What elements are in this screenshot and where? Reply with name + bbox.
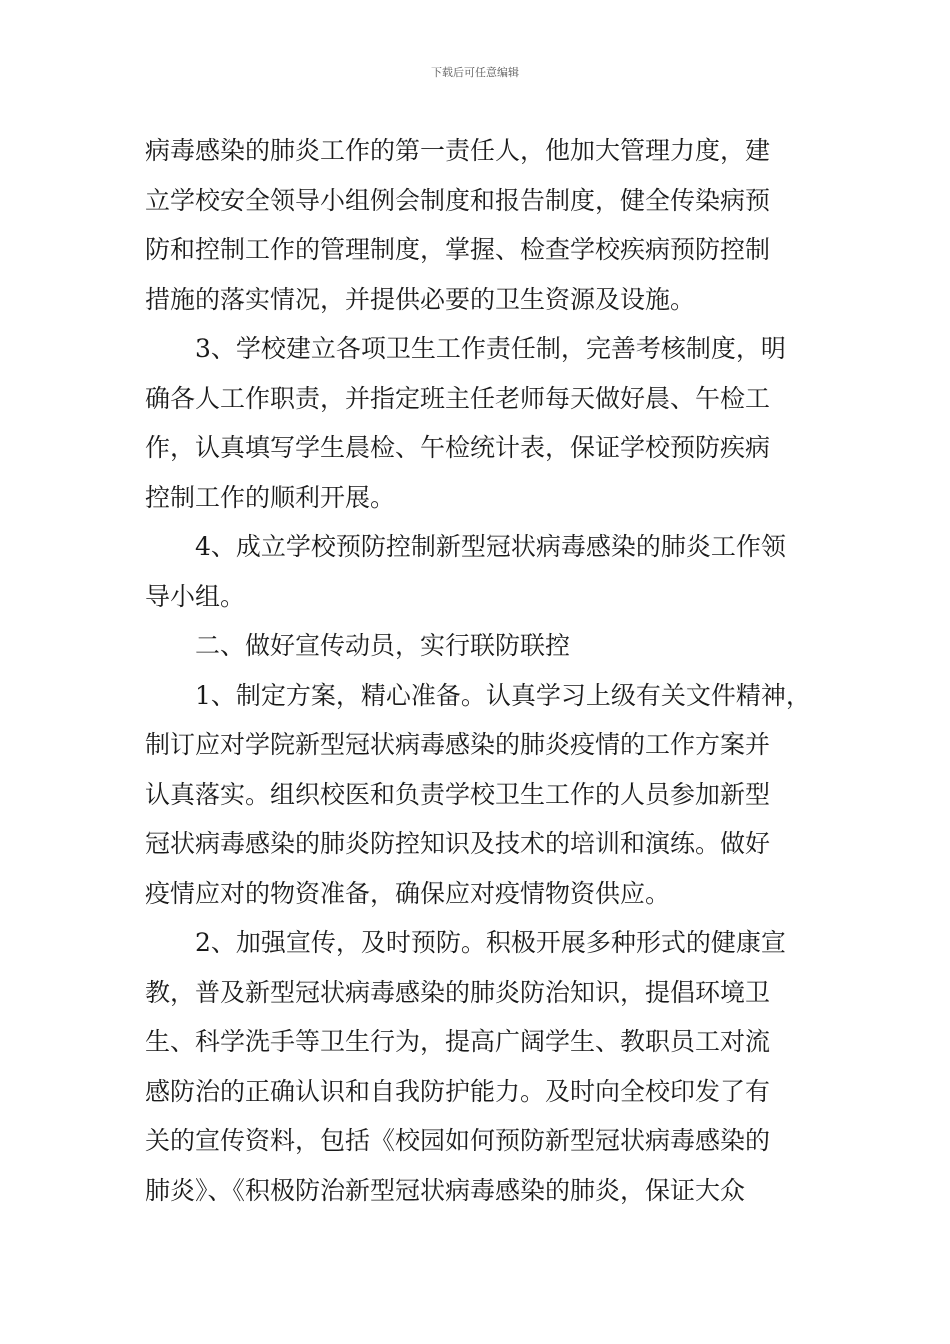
- text-line: 导小组。: [145, 581, 246, 611]
- text-line: 感防治的正确认识和自我防护能力。及时向全校印发了有: [145, 1076, 771, 1106]
- page-header: 下载后可任意编辑: [431, 66, 519, 79]
- text-line: 措施的落实情况，并提供必要的卫生资源及设施。: [145, 284, 696, 314]
- document-body: [145, 126, 811, 1215]
- text-line: 肺炎》、《积极防治新型冠状病毒感染的肺炎，保证大众: [145, 1175, 746, 1205]
- text-line: 3、学校建立各项卫生工作责任制，完善考核制度，明: [195, 334, 786, 363]
- text-line: 确各人工作职责，并指定班主任老师每天做好晨、午检工: [145, 383, 771, 413]
- text-line: 控制工作的顺利开展。: [145, 482, 396, 512]
- text-line: 生、科学洗手等卫生行为，提高广阔学生、教职员工对流: [145, 1027, 771, 1056]
- text-line: 立学校安全领导小组例会制度和报告制度，健全传染病预: [145, 185, 771, 215]
- text-line: 4、成立学校预防控制新型冠状病毒感染的肺炎工作领: [195, 532, 786, 561]
- text-line: 关的宣传资料，包括《校园如何预防新型冠状病毒感染的: [145, 1126, 771, 1155]
- text-line: 1、制定方案，精心准备。认真学习上级有关文件精神，: [195, 680, 811, 710]
- text-line: 病毒感染的肺炎工作的第一责任人，他加大管理力度，建: [145, 136, 771, 165]
- text-line: 教，普及新型冠状病毒感染的肺炎防治知识，提倡环境卫: [145, 977, 771, 1007]
- text-line: 防和控制工作的管理制度，掌握、检查学校疾病预防控制: [145, 235, 771, 264]
- section-heading: 二、做好宣传动员，实行联防联控: [195, 631, 571, 660]
- text-line: 疫情应对的物资准备，确保应对疫情物资供应。: [145, 878, 671, 908]
- text-line: 冠状病毒感染的肺炎防控知识及技术的培训和演练。做好: [145, 829, 771, 858]
- text-line: 2、加强宣传，及时预防。积极开展多种形式的健康宣: [195, 928, 786, 957]
- text-line: 制订应对学院新型冠状病毒感染的肺炎疫情的工作方案并: [145, 730, 771, 759]
- text-line: 作，认真填写学生晨检、午检统计表，保证学校预防疾病: [145, 433, 771, 462]
- text-line: 认真落实。组织校医和负责学校卫生工作的人员参加新型: [145, 779, 771, 809]
